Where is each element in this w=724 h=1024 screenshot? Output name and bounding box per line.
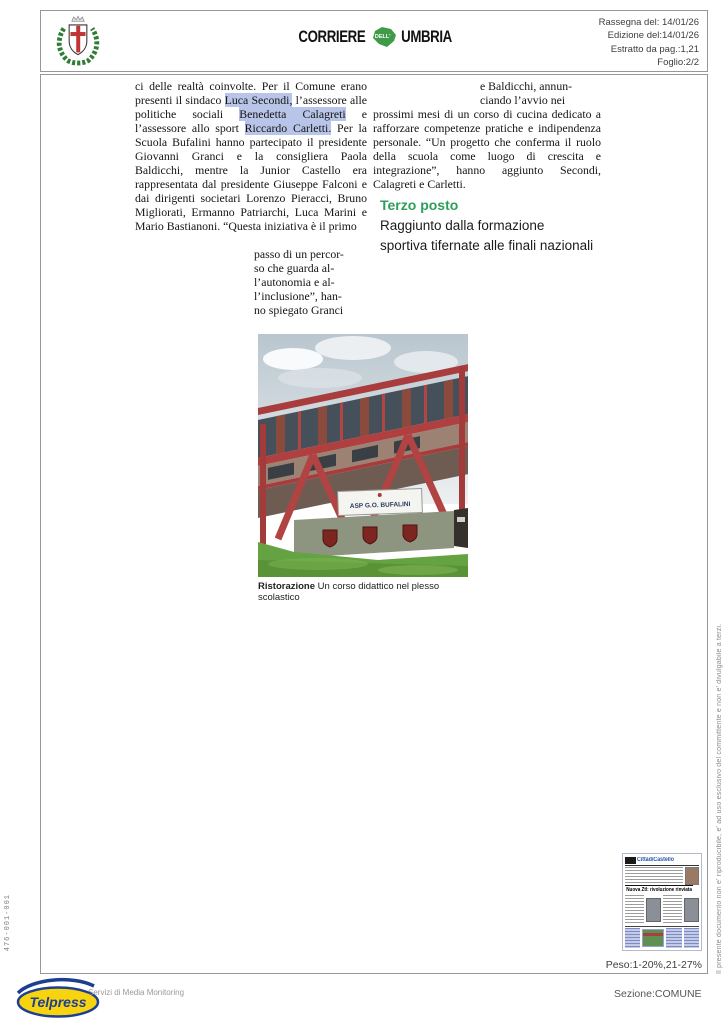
clipping-code: 476-001-001 — [4, 894, 12, 952]
thumbnail-article-photo — [642, 929, 664, 947]
thumbnail-top-story — [625, 867, 699, 884]
subhead-text — [380, 216, 593, 256]
sign-text: ASP G.O. BUFALINI — [349, 500, 411, 511]
source-page-thumbnail — [622, 853, 702, 951]
thumbnail-text-lines — [625, 867, 683, 884]
text-line: l’inclusione”, han- — [254, 289, 342, 303]
school-building-photo — [258, 334, 468, 577]
article-column-left-narrow — [254, 247, 367, 317]
article-column-right-narrow — [480, 79, 602, 107]
footer-tagline: Servizi di Media Monitoring — [88, 988, 185, 997]
subhead-title: Terzo posto — [380, 197, 459, 213]
caption-text: Un corso didattico nel plesso scolastico — [258, 581, 440, 603]
header-box — [40, 10, 708, 72]
thumbnail-headline: Nuova Ztl: rivoluzione rinviata — [626, 887, 692, 893]
caption-kicker: Ristorazione — [258, 581, 316, 592]
article-text: l’assessore alle politiche sociali — [135, 93, 367, 121]
thumbnail-masthead-row — [625, 856, 699, 864]
thumbnail-photo — [684, 898, 699, 922]
thumbnail-highlight-block — [625, 928, 640, 948]
text-line: passo di un percor- — [254, 247, 344, 261]
article-text: Per la Scuola Bufalini hanno partecipato il presidente Giovanni Granci e la consigliera Paola Baldicchi, mentre la Junior Castello era rappresentata dal presidente Giuseppe Falconi e dai dirigenti societari Lorenzo Pieracci, Bruno Migliorati, Ermanno Patriarchi, Luca Marini e Mario Bastianoni. “Questa iniziativa è il primo — [135, 121, 368, 233]
confidentiality-disclaimer: Il presente documento non e' riproducibile, e' ad uso esclusivo del committente e non e' divulgabile a terzi. — [716, 623, 723, 974]
clipping-body — [40, 74, 708, 974]
thumbnail-rule — [625, 926, 699, 927]
text-line: no spiegato Granci — [254, 303, 344, 317]
thumbnail-highlight-block — [684, 928, 699, 948]
masthead-corriere: CORRIERE — [298, 27, 366, 46]
thumbnail-text-lines — [663, 895, 682, 925]
umbria-region-icon — [371, 26, 398, 48]
thumbnail-masthead: CittàdiCastello — [637, 857, 674, 863]
article-column-right: prossimi mesi di un corso di cucina dedicato a rafforzare competenze pratiche e indipendenza personale. “Un progetto che conferma il ruolo della scuola come luogo di crescita e integrazione”, hanno aggiunto Secondi, Calagreti e Carletti. — [373, 107, 601, 191]
text-line: Foglio:2/2 — [657, 56, 699, 68]
left-post — [260, 424, 266, 544]
article-text: e l’assessore allo sport — [135, 107, 367, 135]
thumbnail-highlight-block — [666, 928, 681, 948]
text-line: Rassegna del: 14/01/26 — [598, 17, 699, 28]
masthead-umbria: UMBRIA — [401, 27, 452, 46]
text-line: ciando l’avvio nei — [480, 93, 566, 107]
text-line: e Baldicchi, annun- — [480, 79, 573, 93]
review-info-block — [599, 16, 699, 69]
text-line: Edizione del:14/01/26 — [607, 30, 699, 42]
highlighted-name: Luca Secondi, — [224, 93, 293, 107]
photo-caption — [258, 581, 470, 603]
crest-crown — [72, 16, 84, 21]
text-line: so che guarda al- — [254, 261, 335, 275]
thumbnail-photo — [646, 898, 661, 922]
text-line: Raggiunto dalla formazione — [380, 218, 545, 233]
thumbnail-portrait-photo — [685, 867, 699, 885]
entry-block — [454, 508, 468, 548]
highlighted-name: Benedetta Calagreti — [239, 107, 346, 121]
thumbnail-rule — [625, 865, 699, 866]
thumbnail-logo-box — [625, 857, 636, 864]
school-sign — [338, 489, 423, 516]
highlighted-name: Riccardo Carletti. — [244, 121, 332, 135]
thumbnail-text-lines — [625, 895, 644, 925]
text-line: sportiva tifernate alle finali nazionali — [380, 238, 594, 253]
weight-label: Peso:1-20%,21-27% — [605, 959, 702, 971]
article-text: ci delle realtà coinvolte. Per il Comune erano presenti il sindaco — [135, 79, 367, 107]
thumbnail-highlighted-article — [625, 928, 699, 948]
right-post — [459, 366, 465, 514]
article-column-left — [135, 79, 367, 233]
thumbnail-body-columns — [625, 895, 699, 925]
telpress-logo — [14, 977, 102, 1019]
section-label: Sezione:COMUNE — [614, 988, 702, 1000]
masthead-dell: DELL' — [374, 34, 391, 40]
telpress-wordmark: Telpress — [29, 994, 87, 1010]
text-line: l’autonomia e al- — [254, 275, 335, 289]
text-line: Estratto da pag.:1,21 — [610, 43, 699, 55]
